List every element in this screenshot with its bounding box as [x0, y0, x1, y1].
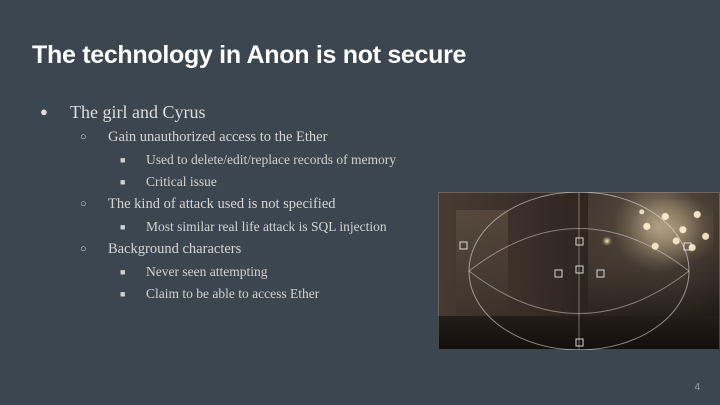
slide-image[interactable]	[438, 192, 720, 350]
list-item	[108, 149, 692, 171]
list-item-label: Most similar real life attack is SQL injection	[146, 219, 387, 234]
list-item-label: Never seen attempting	[146, 264, 268, 279]
bullet-circle-icon: ○	[80, 198, 87, 210]
bullet-square-icon: ■	[120, 155, 126, 165]
bullet-circle-icon: ○	[80, 243, 87, 255]
list-item-label: Background characters	[108, 241, 242, 257]
page-number: 4	[694, 382, 700, 393]
list-item	[108, 171, 692, 193]
list-item-label: The kind of attack used is not specified	[108, 196, 336, 212]
bullet-circle-icon: ○	[80, 131, 87, 143]
list-item-label: Used to delete/edit/replace records of memory	[146, 152, 397, 167]
page-title: The technology in Anon is not secure	[32, 41, 467, 69]
bullet-square-icon: ■	[120, 289, 126, 299]
bullet-square-icon: ■	[120, 267, 126, 277]
bullet-square-icon: ■	[120, 177, 126, 187]
list-item	[70, 126, 692, 193]
bullet-square-icon: ■	[120, 222, 126, 232]
image-selection-border	[438, 192, 720, 350]
list-item-label: Critical issue	[146, 174, 217, 189]
list-item-label: The girl and Cyrus	[70, 102, 206, 122]
list-item-label: Claim to be able to access Ether	[146, 286, 320, 301]
list-item-label: Gain unauthorized access to the Ether	[108, 129, 328, 145]
bullet-disc-icon: ●	[40, 104, 48, 119]
bullet-level-3-list	[108, 149, 692, 193]
